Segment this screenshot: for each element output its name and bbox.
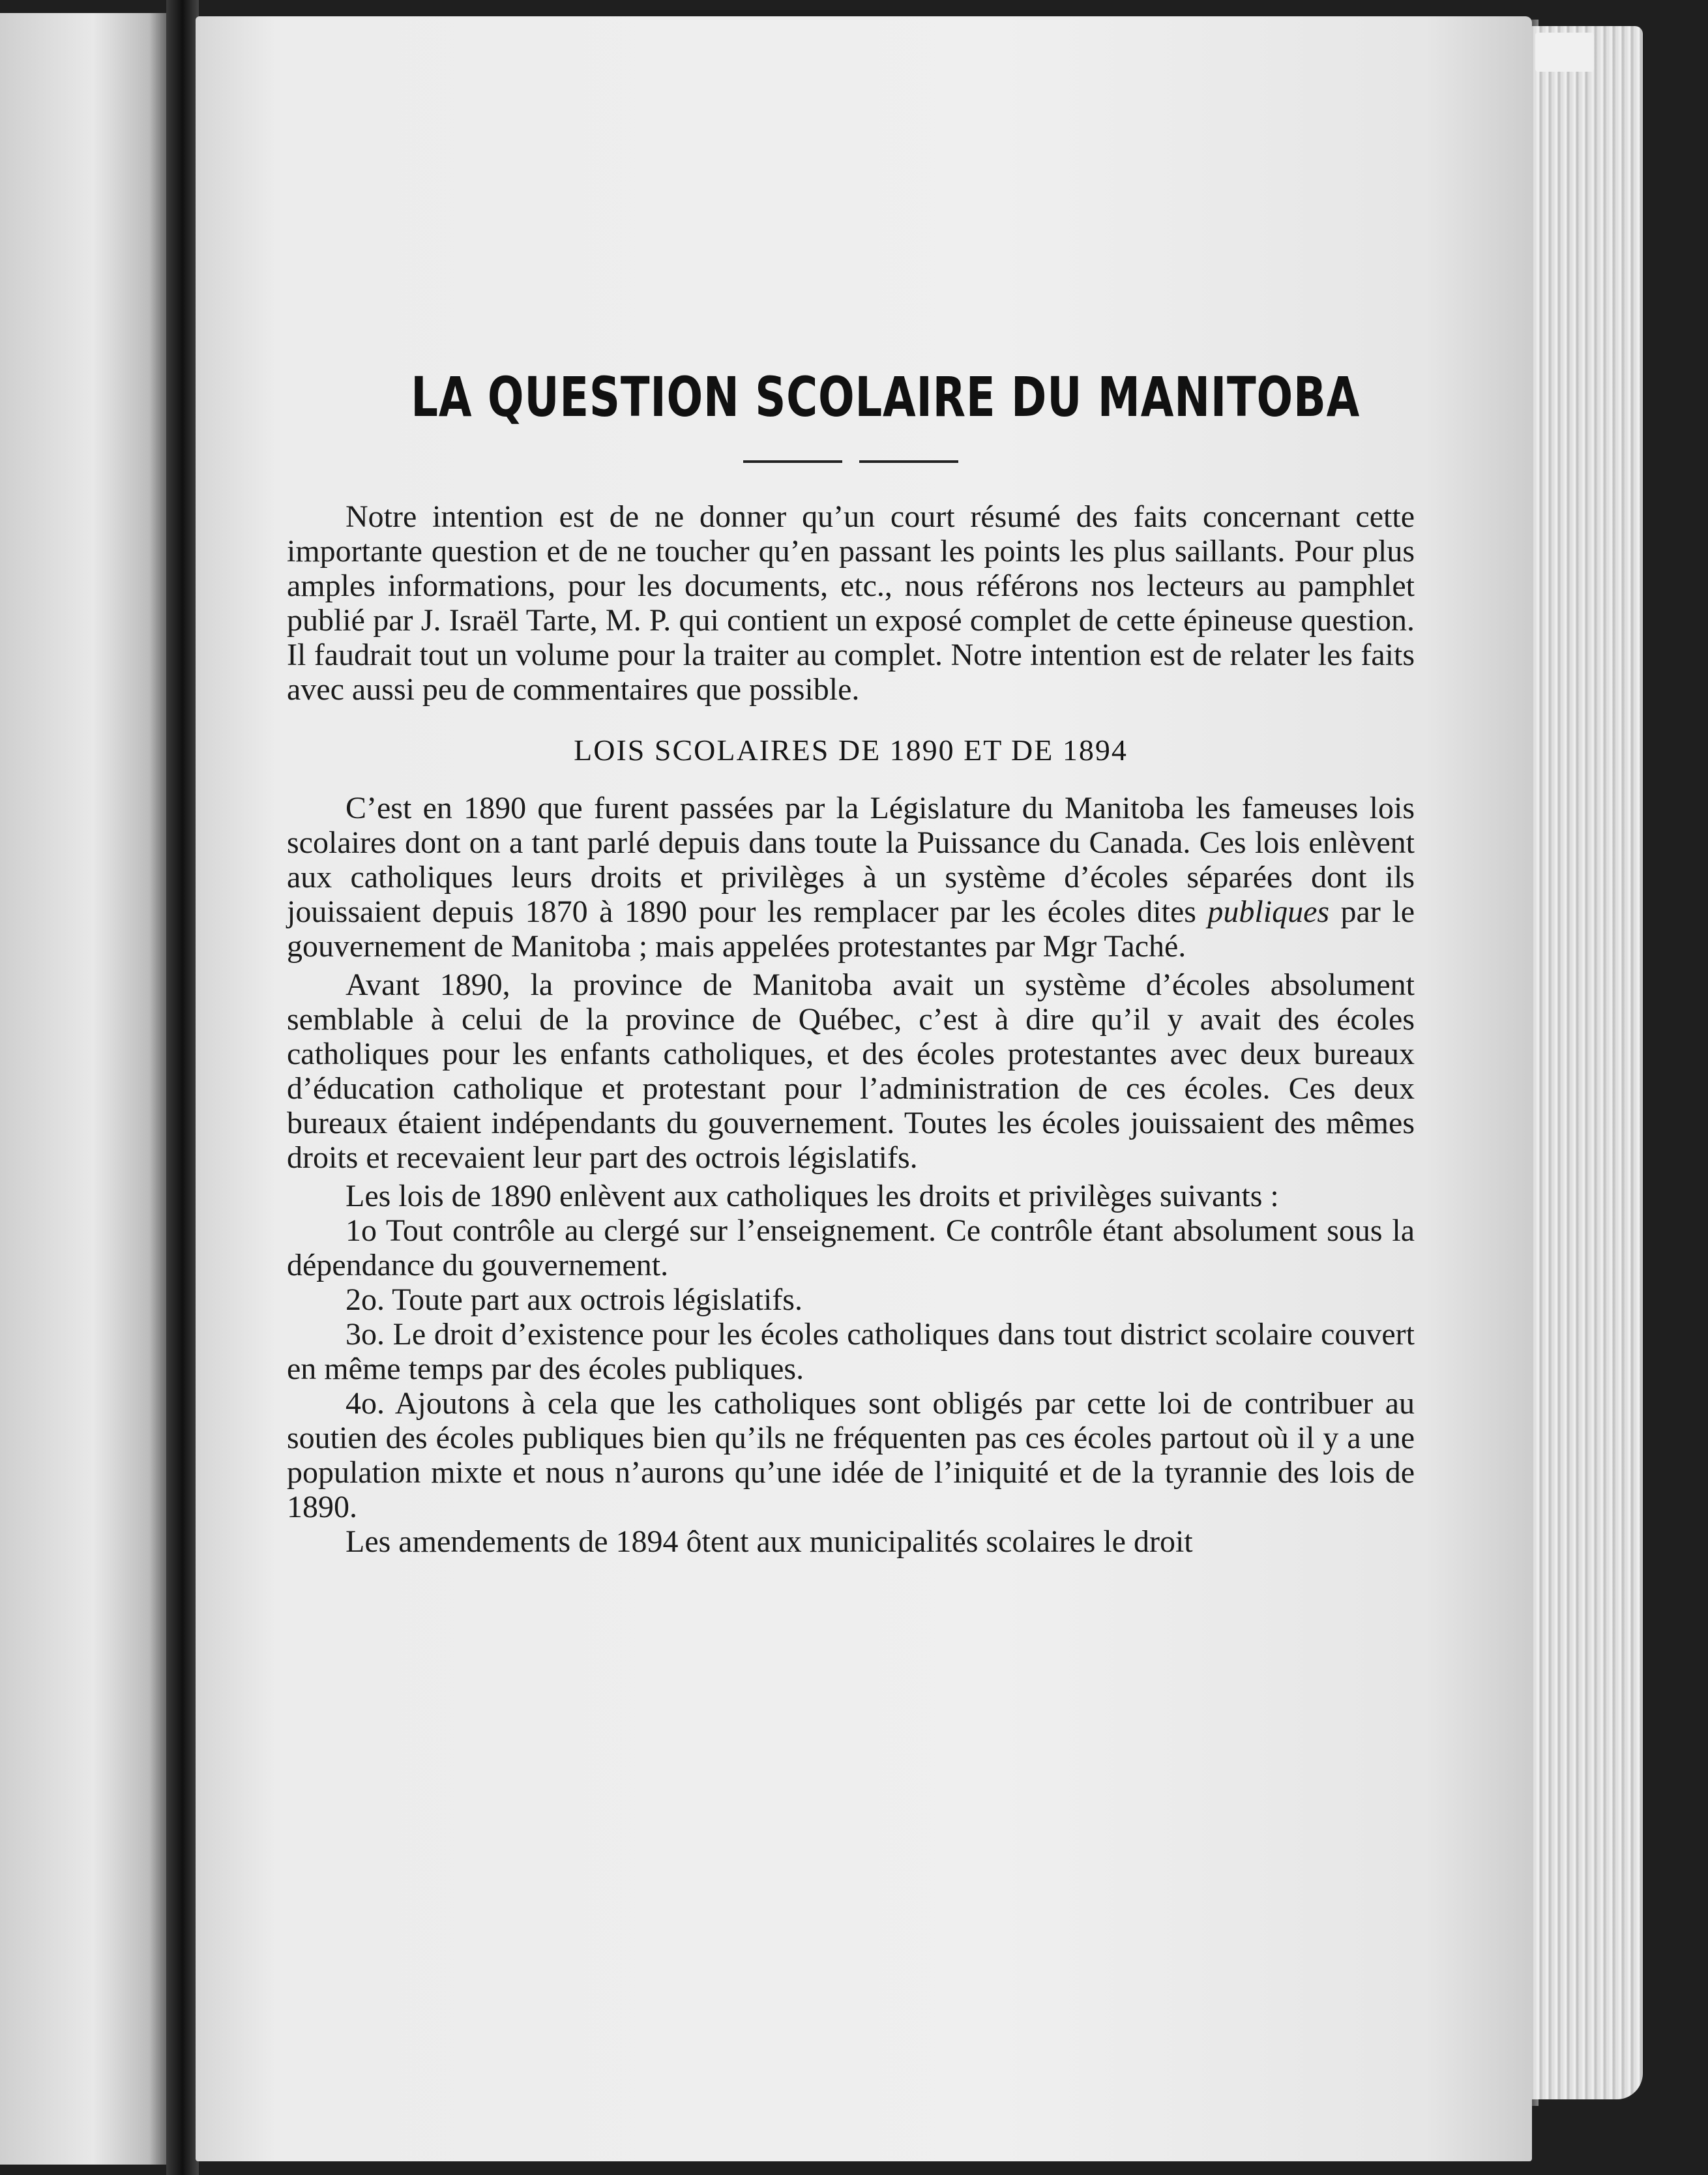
page-corner-tab: [1535, 33, 1594, 72]
stacked-page-edges: [1525, 26, 1643, 2099]
publiques-emphasis: publiques: [1207, 895, 1330, 929]
list-item-1: 1o Tout contrôle au clergé sur l’enseignement. Ce contrôle étant absolument sous la dépendance du gouvernement.: [287, 1213, 1415, 1282]
intro-paragraph: Notre intention est de ne donner qu’un court résumé des faits concernant cette importante question et de ne toucher qu’en passant les points les plus saillants. Pour plus amples informations, pour les documents, etc., nous référons nos lecteurs au pamphlet publié par J. Israël Tarte, M. P. qui contient un exposé complet de cette épineuse question. Il faudrait tout un volume pour la traiter au complet. Notre intention est de relater les faits avec aussi peu de commentaires que possible.: [287, 499, 1415, 707]
previous-page-edge: [0, 13, 169, 2165]
section-heading: LOIS SCOLAIRES DE 1890 ET DE 1894: [574, 733, 1128, 767]
paragraph-1894-amendments: Les amendements de 1894 ôtent aux municipalités scolaires le droit: [346, 1524, 1193, 1559]
list-item-4: 4o. Ajoutons à cela que les catholiques sont obligés par cette loi de contribuer au soutien des écoles publiques bien qu’ils ne fréquenten pas ces écoles partout où il y a une population mixte et nous n’aurons qu’une idée de l’iniquité et de la tyrannie des lois de 1890.: [287, 1386, 1415, 1524]
page-content: [287, 365, 1415, 1559]
paragraph-1890-laws-part-a: C’est en 1890 que furent passées par la Législature du Manitoba les fameuses lois scolaires dont on a tant parlé depuis dans toute la Puissance du Canada. Ces lois enlèvent aux catholiques leurs droits et privilèges à un système d’écoles séparées dont ils jouissaient depuis 1870 à 1890 pour les remplacer par les écoles dites: [287, 791, 1415, 929]
paragraph-1890-laws-part-b: par le gouvernement de Manitoba ; mais appelées protestantes par Mgr Taché.: [287, 895, 1415, 964]
list-item-2: 2o. Toute part aux octrois législatifs.: [346, 1282, 802, 1317]
page-title: LA QUESTION SCOLAIRE DU MANITOBA: [411, 365, 1361, 429]
paragraph-1890-laws: [287, 791, 1415, 964]
book-gutter: [166, 0, 199, 2175]
list-item-3: 3o. Le droit d’existence pour les écoles catholiques dans tout district scolaire couvert en même temps par des écoles publiques.: [287, 1317, 1415, 1386]
paragraph-rights-removed: Les lois de 1890 enlèvent aux catholiques les droits et privilèges suivants :: [346, 1179, 1279, 1213]
paragraph-before-1890: Avant 1890, la province de Manitoba avait un système d’écoles absolument semblable à celui de la province de Québec, c’est à dire qu’il y avait des écoles catholiques pour les enfants catholiques, et des écoles protestantes avec deux bureaux d’éducation catholique et protestant pour l’administration de ces écoles. Ces deux bureaux étaient indépendants du gouvernement. Toutes les écoles jouissaient des mêmes droits et recevaient leur part des octrois législatifs.: [287, 968, 1415, 1175]
title-rule: [743, 460, 958, 463]
